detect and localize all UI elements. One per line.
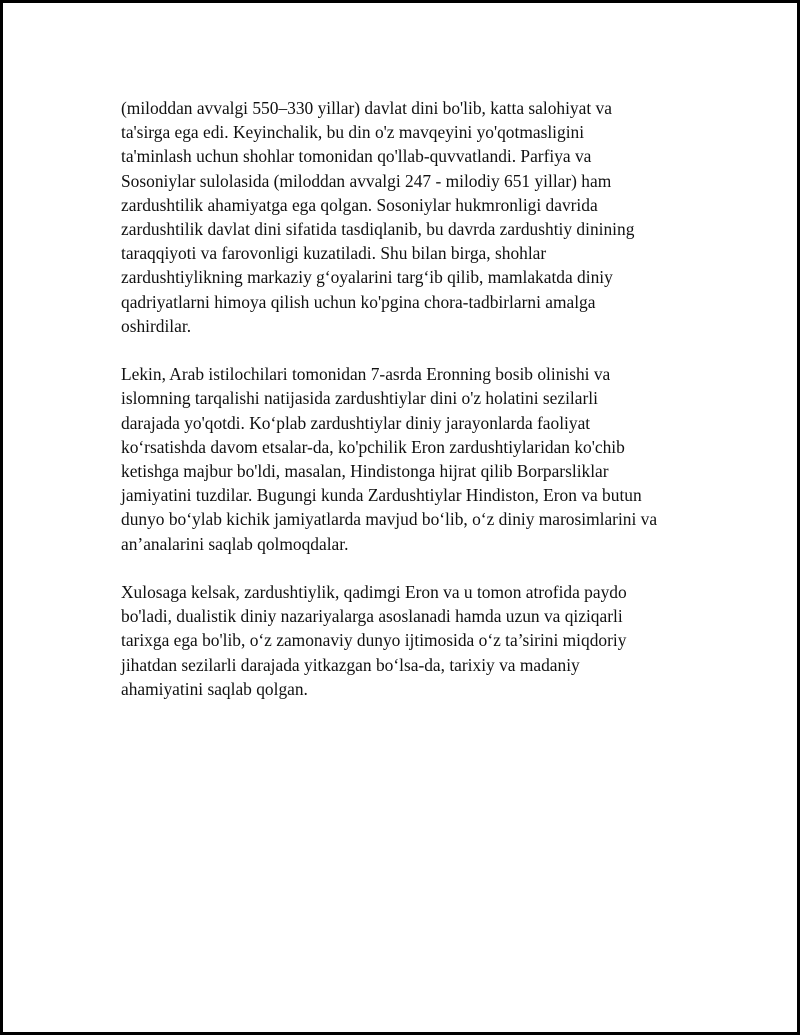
text-line: oshirdilar. bbox=[121, 315, 192, 336]
text-line: ta'minlash uchun shohlar tomonidan qo'llab-quvvatlandi. Parfiya va bbox=[121, 146, 592, 167]
text-line: ahamiyatini saqlab qolgan. bbox=[121, 678, 308, 699]
text-line: jamiyatini tuzdilar. Bugungi kunda Zardushtiylar Hindiston, Eron va butun bbox=[121, 485, 642, 506]
text-line: bo'ladi, dualistik diniy nazariyalarga asoslanadi hamda uzun va qiziqarli bbox=[121, 606, 623, 627]
text-line: zardushtilik ahamiyatga ega qolgan. Sosoniylar hukmronligi davrida bbox=[121, 194, 598, 215]
text-line: taraqqiyoti va farovonligi kuzatiladi. Shu bilan birga, shohlar bbox=[121, 243, 547, 264]
text-line: Xulosaga kelsak, zardushtiylik, qadimgi Eron va u tomon atrofida paydo bbox=[121, 582, 627, 603]
text-line: (miloddan avvalgi 550–330 yillar) davlat dini bo'lib, katta salohiyat va bbox=[121, 98, 612, 118]
text-line: zardushtiylikning markaziy g‘oyalarini targ‘ib qilib, mamlakatda diniy bbox=[121, 267, 613, 288]
text-line: dunyo bo‘ylab kichik jamiyatlarda mavjud bo‘lib, o‘z diniy marosimlarini va bbox=[121, 509, 658, 530]
paragraph-1 bbox=[121, 96, 721, 338]
text-line: qadriyatlarni himoya qilish uchun ko'pgina chora-tadbirlarni amalga bbox=[121, 291, 596, 312]
paragraph-3 bbox=[121, 580, 721, 701]
text-line: ko‘rsatishda davom etsalar-da, ko'pchilik Eron zardushtiylaridan ko'chib bbox=[121, 436, 625, 457]
text-line: Lekin, Arab istilochilari tomonidan 7-asrda Eronning bosib olinishi va bbox=[121, 364, 611, 385]
text-line: an’analarini saqlab qolmoqdalar. bbox=[121, 533, 349, 554]
document-body bbox=[121, 96, 721, 725]
text-line: darajada yo'qotdi. Ko‘plab zardushtiylar diniy jarayonlarda faoliyat bbox=[121, 412, 591, 433]
text-line: tarixga ega bo'lib, o‘z zamonaviy dunyo ijtimosida o‘z ta’sirini miqdoriy bbox=[121, 630, 627, 651]
text-line: Sosoniylar sulolasida (miloddan avvalgi 247 - milodiy 651 yillar) ham bbox=[121, 170, 612, 191]
text-line: ta'sirga ega edi. Keyinchalik, bu din o'z mavqeyini yo'qotmasligini bbox=[121, 122, 585, 143]
text-line: islomning tarqalishi natijasida zardushtiylar dini o'z holatini sezilarli bbox=[121, 388, 598, 409]
text-line: ketishga majbur bo'ldi, masalan, Hindistonga hijrat qilib Borparsliklar bbox=[121, 461, 609, 482]
text-line: zardushtilik davlat dini sifatida tasdiqlanib, bu davrda zardushtiy dinining bbox=[121, 219, 635, 240]
paragraph-2 bbox=[121, 362, 721, 556]
text-line: jihatdan sezilarli darajada yitkazgan bo‘lsa-da, tarixiy va madaniy bbox=[121, 654, 580, 675]
